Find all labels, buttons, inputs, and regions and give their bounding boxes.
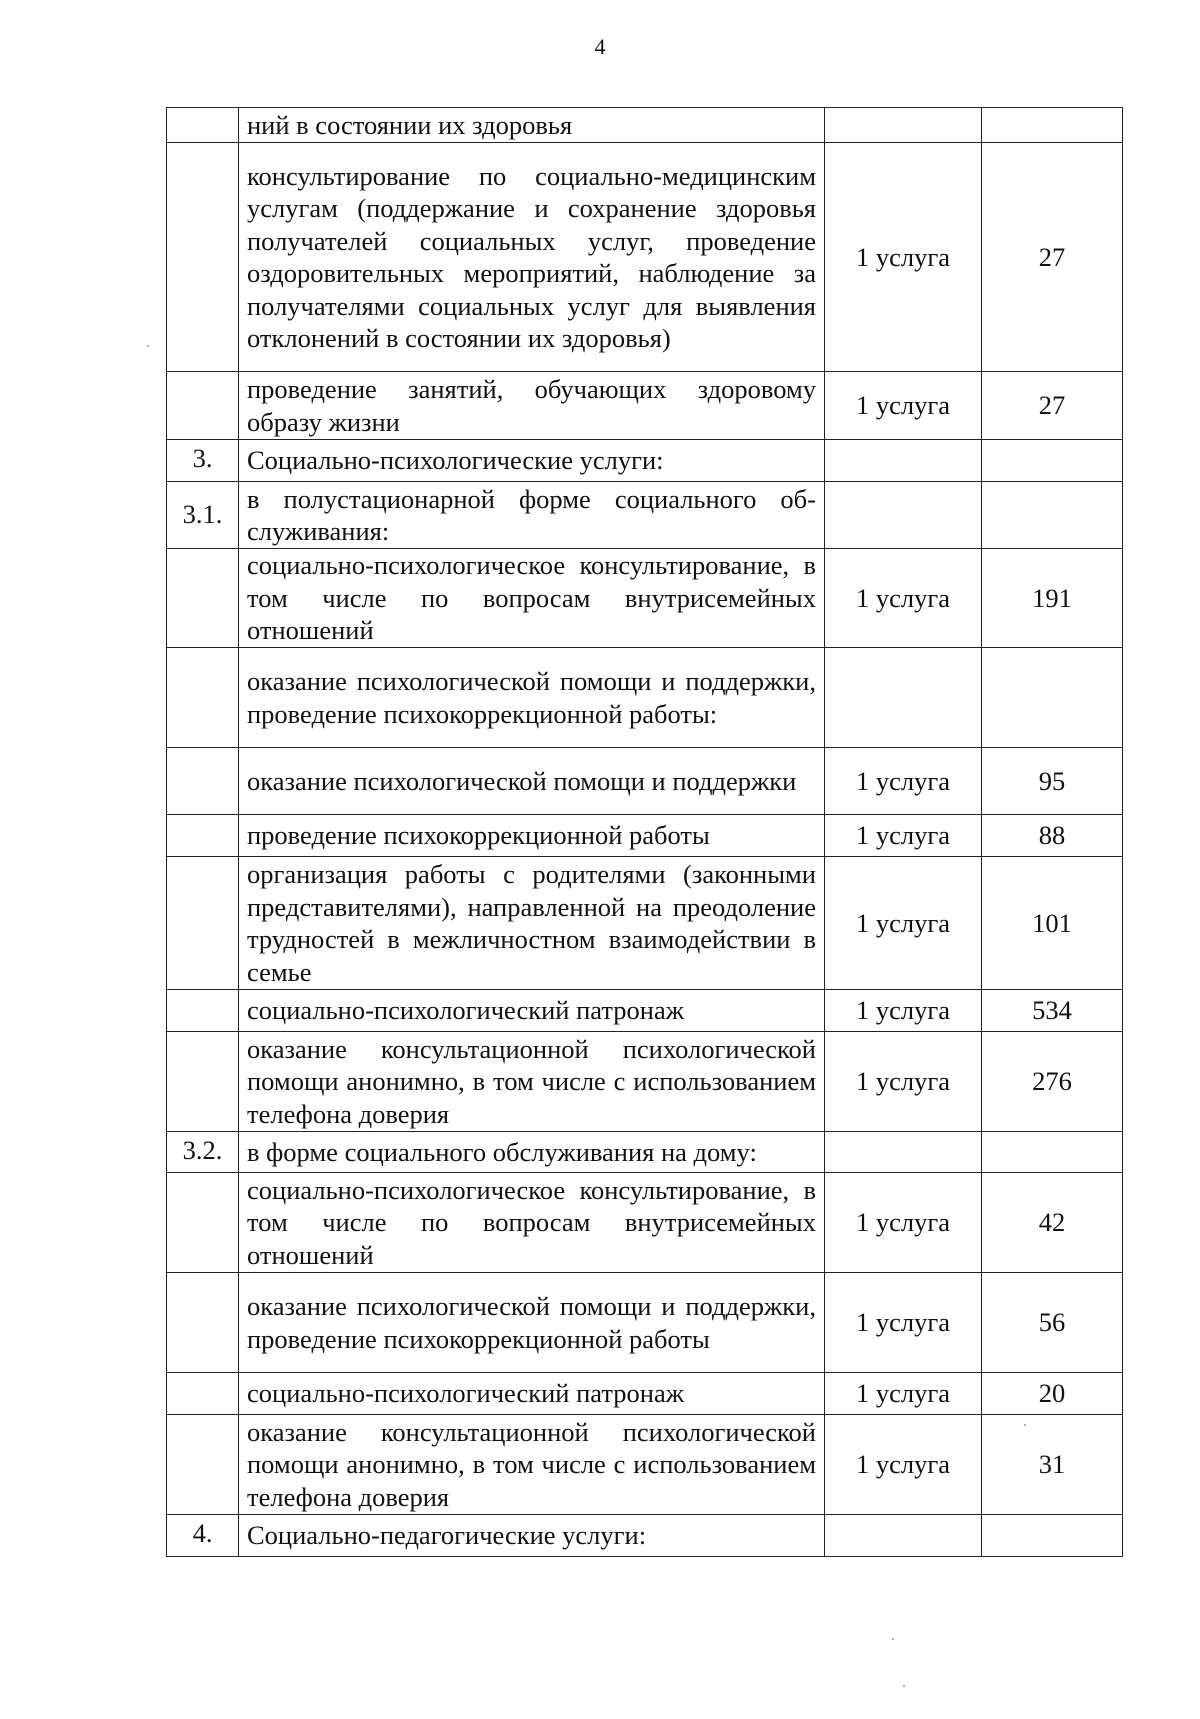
service-description: в полустационарной форме социального обслуживания: <box>239 482 825 549</box>
row-number: 3.1. <box>167 482 239 549</box>
service-unit <box>825 108 982 143</box>
row-number: 4. <box>167 1515 239 1557</box>
table-body <box>167 108 1123 1557</box>
service-value: 27 <box>982 143 1123 372</box>
service-value: 101 <box>982 857 1123 990</box>
row-number <box>167 1273 239 1373</box>
table-row <box>167 108 1123 143</box>
page-number: 4 <box>594 34 606 59</box>
service-description: оказание психологической помощи и поддержки, проведение психокоррекционной работы: <box>239 648 825 748</box>
service-description: оказание психологической помощи и поддержки <box>239 748 825 815</box>
service-unit <box>825 482 982 549</box>
row-number <box>167 108 239 143</box>
row-number <box>167 815 239 857</box>
table-row <box>167 372 1123 440</box>
service-unit <box>825 1515 982 1557</box>
table-row <box>167 857 1123 990</box>
row-number <box>167 857 239 990</box>
service-value <box>982 440 1123 482</box>
service-value <box>982 482 1123 549</box>
table-row <box>167 1173 1123 1273</box>
table-row <box>167 1132 1123 1173</box>
service-value <box>982 108 1123 143</box>
row-number <box>167 143 239 372</box>
service-value: 31 <box>982 1415 1123 1515</box>
service-unit <box>825 648 982 748</box>
row-number <box>167 990 239 1032</box>
service-description: оказание консультационной психологической помощи анонимно, в том числе с использованием телефона доверия <box>239 1415 825 1515</box>
service-unit: 1 услуга <box>825 1415 982 1515</box>
service-description: организация работы с родителями (законными представителями), направленной на преодоление трудностей в межличностном взаимодействии в семье <box>239 857 825 990</box>
service-unit <box>825 1132 982 1173</box>
service-description: социально-психологическое консультирование, в том числе по вопросам внутрисемейных отношений <box>239 1173 825 1273</box>
service-unit: 1 услуга <box>825 1032 982 1132</box>
service-description: проведение занятий, обучающих здоровому образу жизни <box>239 372 825 440</box>
service-value: 20 <box>982 1373 1123 1415</box>
row-number <box>167 1373 239 1415</box>
service-value: 27 <box>982 372 1123 440</box>
service-description: социально-психологическое консультирование, в том числе по вопросам внутрисемейных отношений <box>239 549 825 648</box>
table-row <box>167 143 1123 372</box>
table-row <box>167 648 1123 748</box>
service-unit <box>825 440 982 482</box>
row-number <box>167 549 239 648</box>
service-unit: 1 услуга <box>825 143 982 372</box>
service-description: в форме социального обслуживания на дому: <box>239 1132 825 1173</box>
row-number <box>167 372 239 440</box>
service-description: Социально-психологические услуги: <box>239 440 825 482</box>
service-unit: 1 услуга <box>825 549 982 648</box>
row-number <box>167 1032 239 1132</box>
service-unit: 1 услуга <box>825 748 982 815</box>
service-value: 88 <box>982 815 1123 857</box>
row-number: 3. <box>167 440 239 482</box>
service-value: 534 <box>982 990 1123 1032</box>
service-unit: 1 услуга <box>825 815 982 857</box>
table-row <box>167 1032 1123 1132</box>
table-row <box>167 1373 1123 1415</box>
service-description: оказание психологической помощи и поддержки, проведение психокоррекционной работы <box>239 1273 825 1373</box>
table-row <box>167 549 1123 648</box>
scan-speck <box>892 1638 894 1640</box>
scan-speck <box>903 1685 905 1687</box>
table-row <box>167 1515 1123 1557</box>
service-value <box>982 1515 1123 1557</box>
table-row <box>167 440 1123 482</box>
service-description: Социально-педагогические услуги: <box>239 1515 825 1557</box>
scan-speck <box>147 345 149 347</box>
scan-speck <box>1024 1424 1026 1426</box>
service-description: проведение психокоррекционной работы <box>239 815 825 857</box>
table-row <box>167 815 1123 857</box>
service-value <box>982 648 1123 748</box>
row-number <box>167 748 239 815</box>
row-number <box>167 1173 239 1273</box>
table-row <box>167 482 1123 549</box>
service-value <box>982 1132 1123 1173</box>
table-row <box>167 1415 1123 1515</box>
table-row <box>167 1273 1123 1373</box>
service-value: 276 <box>982 1032 1123 1132</box>
service-value: 95 <box>982 748 1123 815</box>
service-unit: 1 услуга <box>825 372 982 440</box>
service-unit: 1 услуга <box>825 1173 982 1273</box>
service-description: социально-психологический патронаж <box>239 1373 825 1415</box>
row-number <box>167 1415 239 1515</box>
row-number: 3.2. <box>167 1132 239 1173</box>
service-value: 56 <box>982 1273 1123 1373</box>
service-unit: 1 услуга <box>825 1273 982 1373</box>
row-number <box>167 648 239 748</box>
services-table <box>166 107 1123 1557</box>
service-value: 42 <box>982 1173 1123 1273</box>
service-value: 191 <box>982 549 1123 648</box>
service-description: социально-психологический патронаж <box>239 990 825 1032</box>
table-row <box>167 748 1123 815</box>
service-unit: 1 услуга <box>825 857 982 990</box>
service-unit: 1 услуга <box>825 1373 982 1415</box>
service-description: консультирование по социально-медицинским услугам (поддержание и сохранение здоровья получателей социальных услуг, проведение оздоровительных мероприятий, наблюдение за получателями социальных услуг для выявления отклонений в состоянии их здоровья) <box>239 143 825 372</box>
service-description: оказание консультационной психологической помощи анонимно, в том числе с использованием телефона доверия <box>239 1032 825 1132</box>
service-description: ний в состоянии их здоровья <box>239 108 825 143</box>
service-unit: 1 услуга <box>825 990 982 1032</box>
table-row <box>167 990 1123 1032</box>
